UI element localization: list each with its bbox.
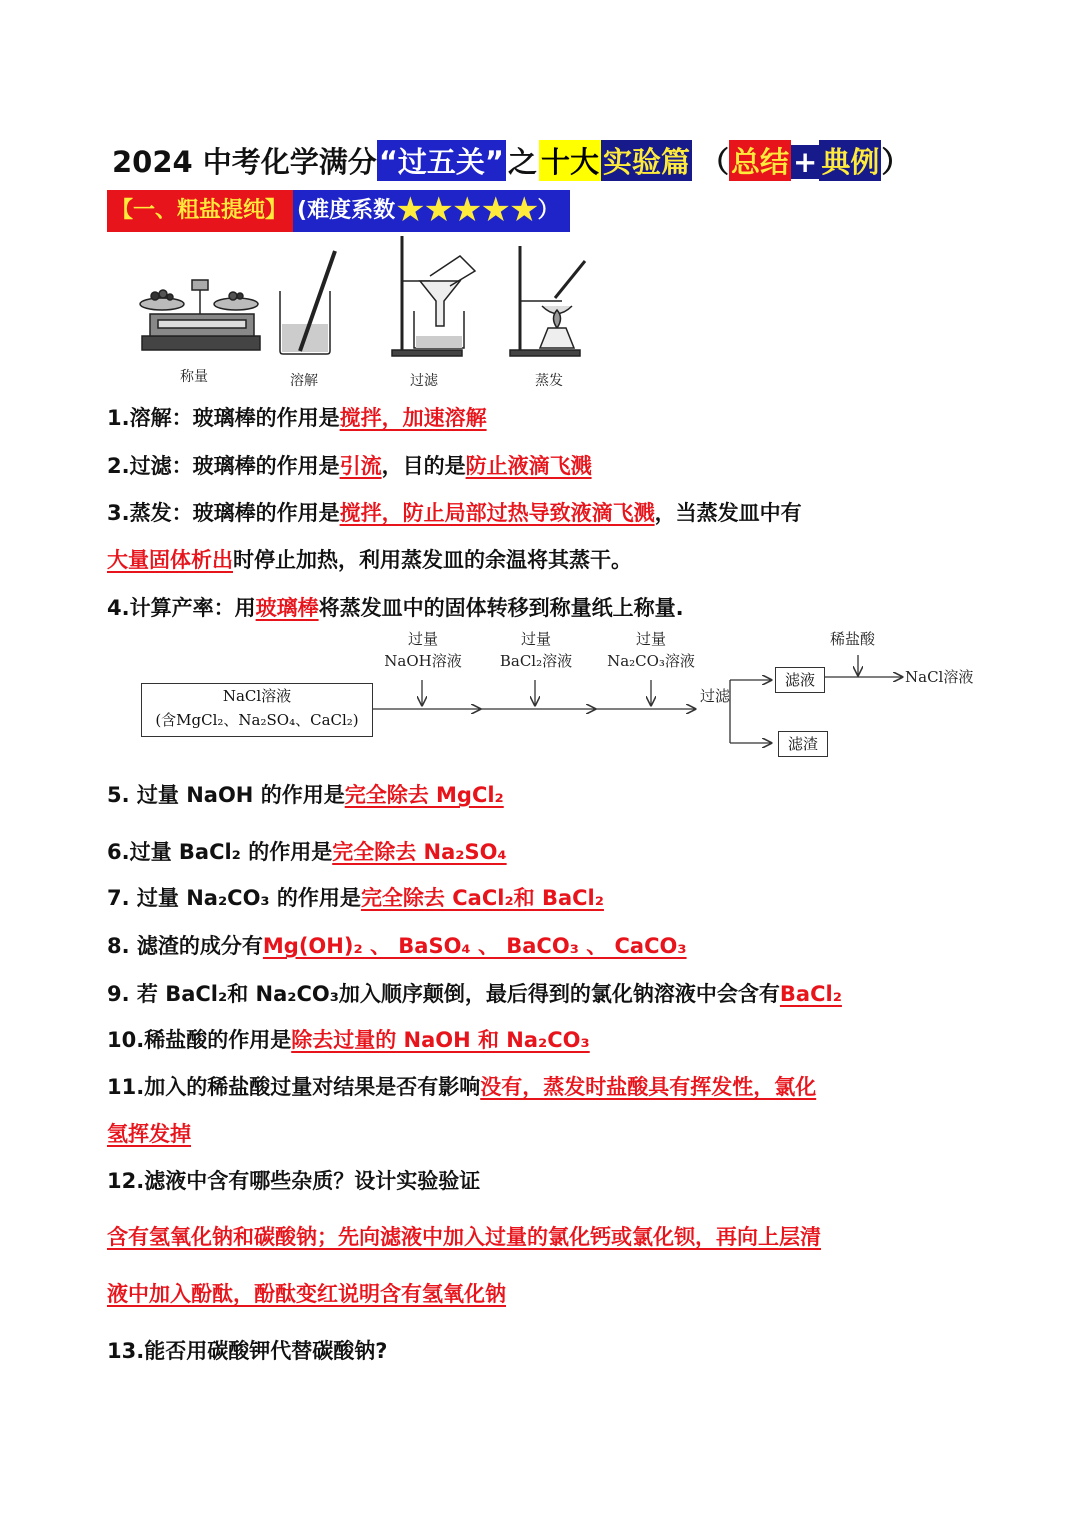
answer-text: 完全除去 MgCl₂	[344, 783, 504, 807]
answer-text: Mg(OH)₂ 、 BaSO₄ 、 BaCO₃ 、 CaCO₃	[262, 934, 687, 958]
title-highlight: 总结	[729, 140, 791, 181]
reagent-3-label	[600, 628, 702, 672]
question-2	[107, 450, 592, 480]
filter-step-label: 过滤	[700, 687, 731, 705]
title-highlight: “过五关”	[377, 140, 506, 181]
acid-label: 稀盐酸	[830, 630, 876, 648]
apparatus-label-evaporate: 蒸发	[535, 373, 563, 389]
question-text: 6.过量 BaCl₂ 的作用是	[107, 840, 333, 864]
question-text: 8. 滤渣的成分有	[107, 934, 263, 958]
product-label: NaCl溶液	[905, 668, 974, 686]
question-text: 9. 若 BaCl₂和 Na₂CO₃加入顺序颠倒，最后得到的氯化钠溶液中会含有	[107, 982, 780, 1006]
answer-12-line2	[107, 1278, 506, 1308]
reagent-name: Na₂CO₃溶液	[607, 652, 695, 670]
difficulty-close: ）	[537, 198, 560, 223]
question-text: 11.加入的稀盐酸过量对结果是否有影响	[107, 1075, 481, 1099]
section-label: 【一、粗盐提纯】	[107, 190, 293, 232]
question-1	[107, 402, 487, 432]
title-part: 2024 中考化学满分	[112, 145, 377, 179]
question-8	[107, 930, 687, 960]
question-text: 4.计算产率：用	[107, 596, 256, 620]
answer-12-line1	[107, 1221, 821, 1251]
question-text: 10.稀盐酸的作用是	[107, 1028, 292, 1052]
star-rating-icon: ★★★★★	[395, 190, 538, 230]
funnel-stand-icon	[392, 236, 475, 356]
title-part: 之	[507, 145, 537, 179]
reagent-amount: 过量	[407, 630, 438, 648]
start-solution-name: NaCl溶液	[222, 687, 292, 705]
question-3	[107, 497, 802, 527]
answer-text: 含有氢氧化钠和碳酸钠；先向滤液中加入过量的氯化钙或氯化钡，再向上层清	[107, 1225, 821, 1249]
question-11-cont	[107, 1118, 191, 1148]
question-10	[107, 1024, 590, 1054]
title-part: （	[699, 145, 729, 179]
question-7	[107, 882, 604, 912]
reagent-amount: 过量	[520, 630, 551, 648]
difficulty-badge	[293, 190, 569, 232]
start-solution-box	[141, 683, 373, 737]
question-6	[107, 836, 507, 866]
question-text: ，当蒸发皿中有	[654, 501, 802, 525]
reagent-name: NaOH溶液	[384, 652, 462, 670]
answer-text: 完全除去 CaCl₂和 BaCl₂	[360, 886, 604, 910]
page-title	[112, 140, 910, 181]
answer-text: 玻璃棒	[255, 596, 319, 620]
question-text: 2.过滤：玻璃棒的作用是	[107, 454, 340, 478]
section-header	[107, 190, 570, 232]
difficulty-label: (难度系数	[297, 198, 396, 223]
question-text: 时停止加热，利用蒸发皿的余温将其蒸干。	[233, 548, 632, 572]
apparatus-illustrations	[130, 236, 610, 361]
answer-text: 搅拌，防止局部过热导致液滴飞溅	[339, 501, 655, 525]
title-highlight: 实验篇	[601, 140, 692, 181]
apparatus-label-dissolve: 溶解	[290, 373, 318, 389]
answer-text: 引流	[339, 454, 382, 478]
title-highlight: 十大	[539, 140, 601, 181]
question-text: ，目的是	[381, 454, 466, 478]
answer-text: 除去过量的 NaOH 和 Na₂CO₃	[291, 1028, 590, 1052]
title-highlight: 典例	[819, 140, 881, 181]
answer-text: 没有，蒸发时盐酸具有挥发性，氯化	[480, 1075, 817, 1099]
question-13	[107, 1335, 387, 1365]
evaporation-icon	[510, 246, 585, 356]
question-9	[107, 978, 842, 1008]
question-3-cont	[107, 544, 632, 574]
start-solution-impurities: (含MgCl₂、Na₂SO₄、CaCl₂)	[155, 711, 359, 729]
reagent-2-label	[490, 628, 582, 672]
question-text: 将蒸发皿中的固体转移到称量纸上称量.	[318, 596, 684, 620]
question-text: 5. 过量 NaOH 的作用是	[107, 783, 345, 807]
filtrate-box: 滤液	[775, 667, 825, 693]
question-12	[107, 1165, 480, 1195]
question-text: 3.蒸发：玻璃棒的作用是	[107, 501, 340, 525]
question-text: 7. 过量 Na₂CO₃ 的作用是	[107, 886, 361, 910]
balance-icon	[140, 280, 260, 350]
residue-box: 滤渣	[778, 731, 828, 757]
title-highlight: +	[793, 145, 818, 179]
answer-text: 氢挥发掉	[107, 1122, 191, 1146]
answer-text: BaCl₂	[779, 982, 842, 1006]
title-part: ）	[881, 145, 911, 179]
apparatus-label-weigh: 称量	[180, 369, 208, 385]
beaker-icon	[280, 251, 335, 354]
question-text: 13.能否用碳酸钾代替碳酸钠?	[107, 1339, 388, 1363]
apparatus-label-filter: 过滤	[410, 373, 438, 389]
reagent-1-label	[377, 628, 469, 672]
reagent-name: BaCl₂溶液	[499, 652, 573, 670]
question-text: 12.滤液中含有哪些杂质？设计实验验证	[107, 1169, 481, 1193]
question-11	[107, 1071, 816, 1101]
question-5	[107, 779, 504, 809]
answer-text: 完全除去 Na₂SO₄	[332, 840, 507, 864]
reagent-amount: 过量	[635, 630, 666, 648]
question-text: 1.溶解：玻璃棒的作用是	[107, 406, 340, 430]
answer-text: 防止液滴飞溅	[465, 454, 592, 478]
answer-text: 搅拌，加速溶解	[339, 406, 487, 430]
answer-text: 大量固体析出	[107, 548, 233, 572]
answer-text: 液中加入酚酞，酚酞变红说明含有氢氧化钠	[107, 1282, 506, 1306]
question-4	[107, 592, 684, 622]
